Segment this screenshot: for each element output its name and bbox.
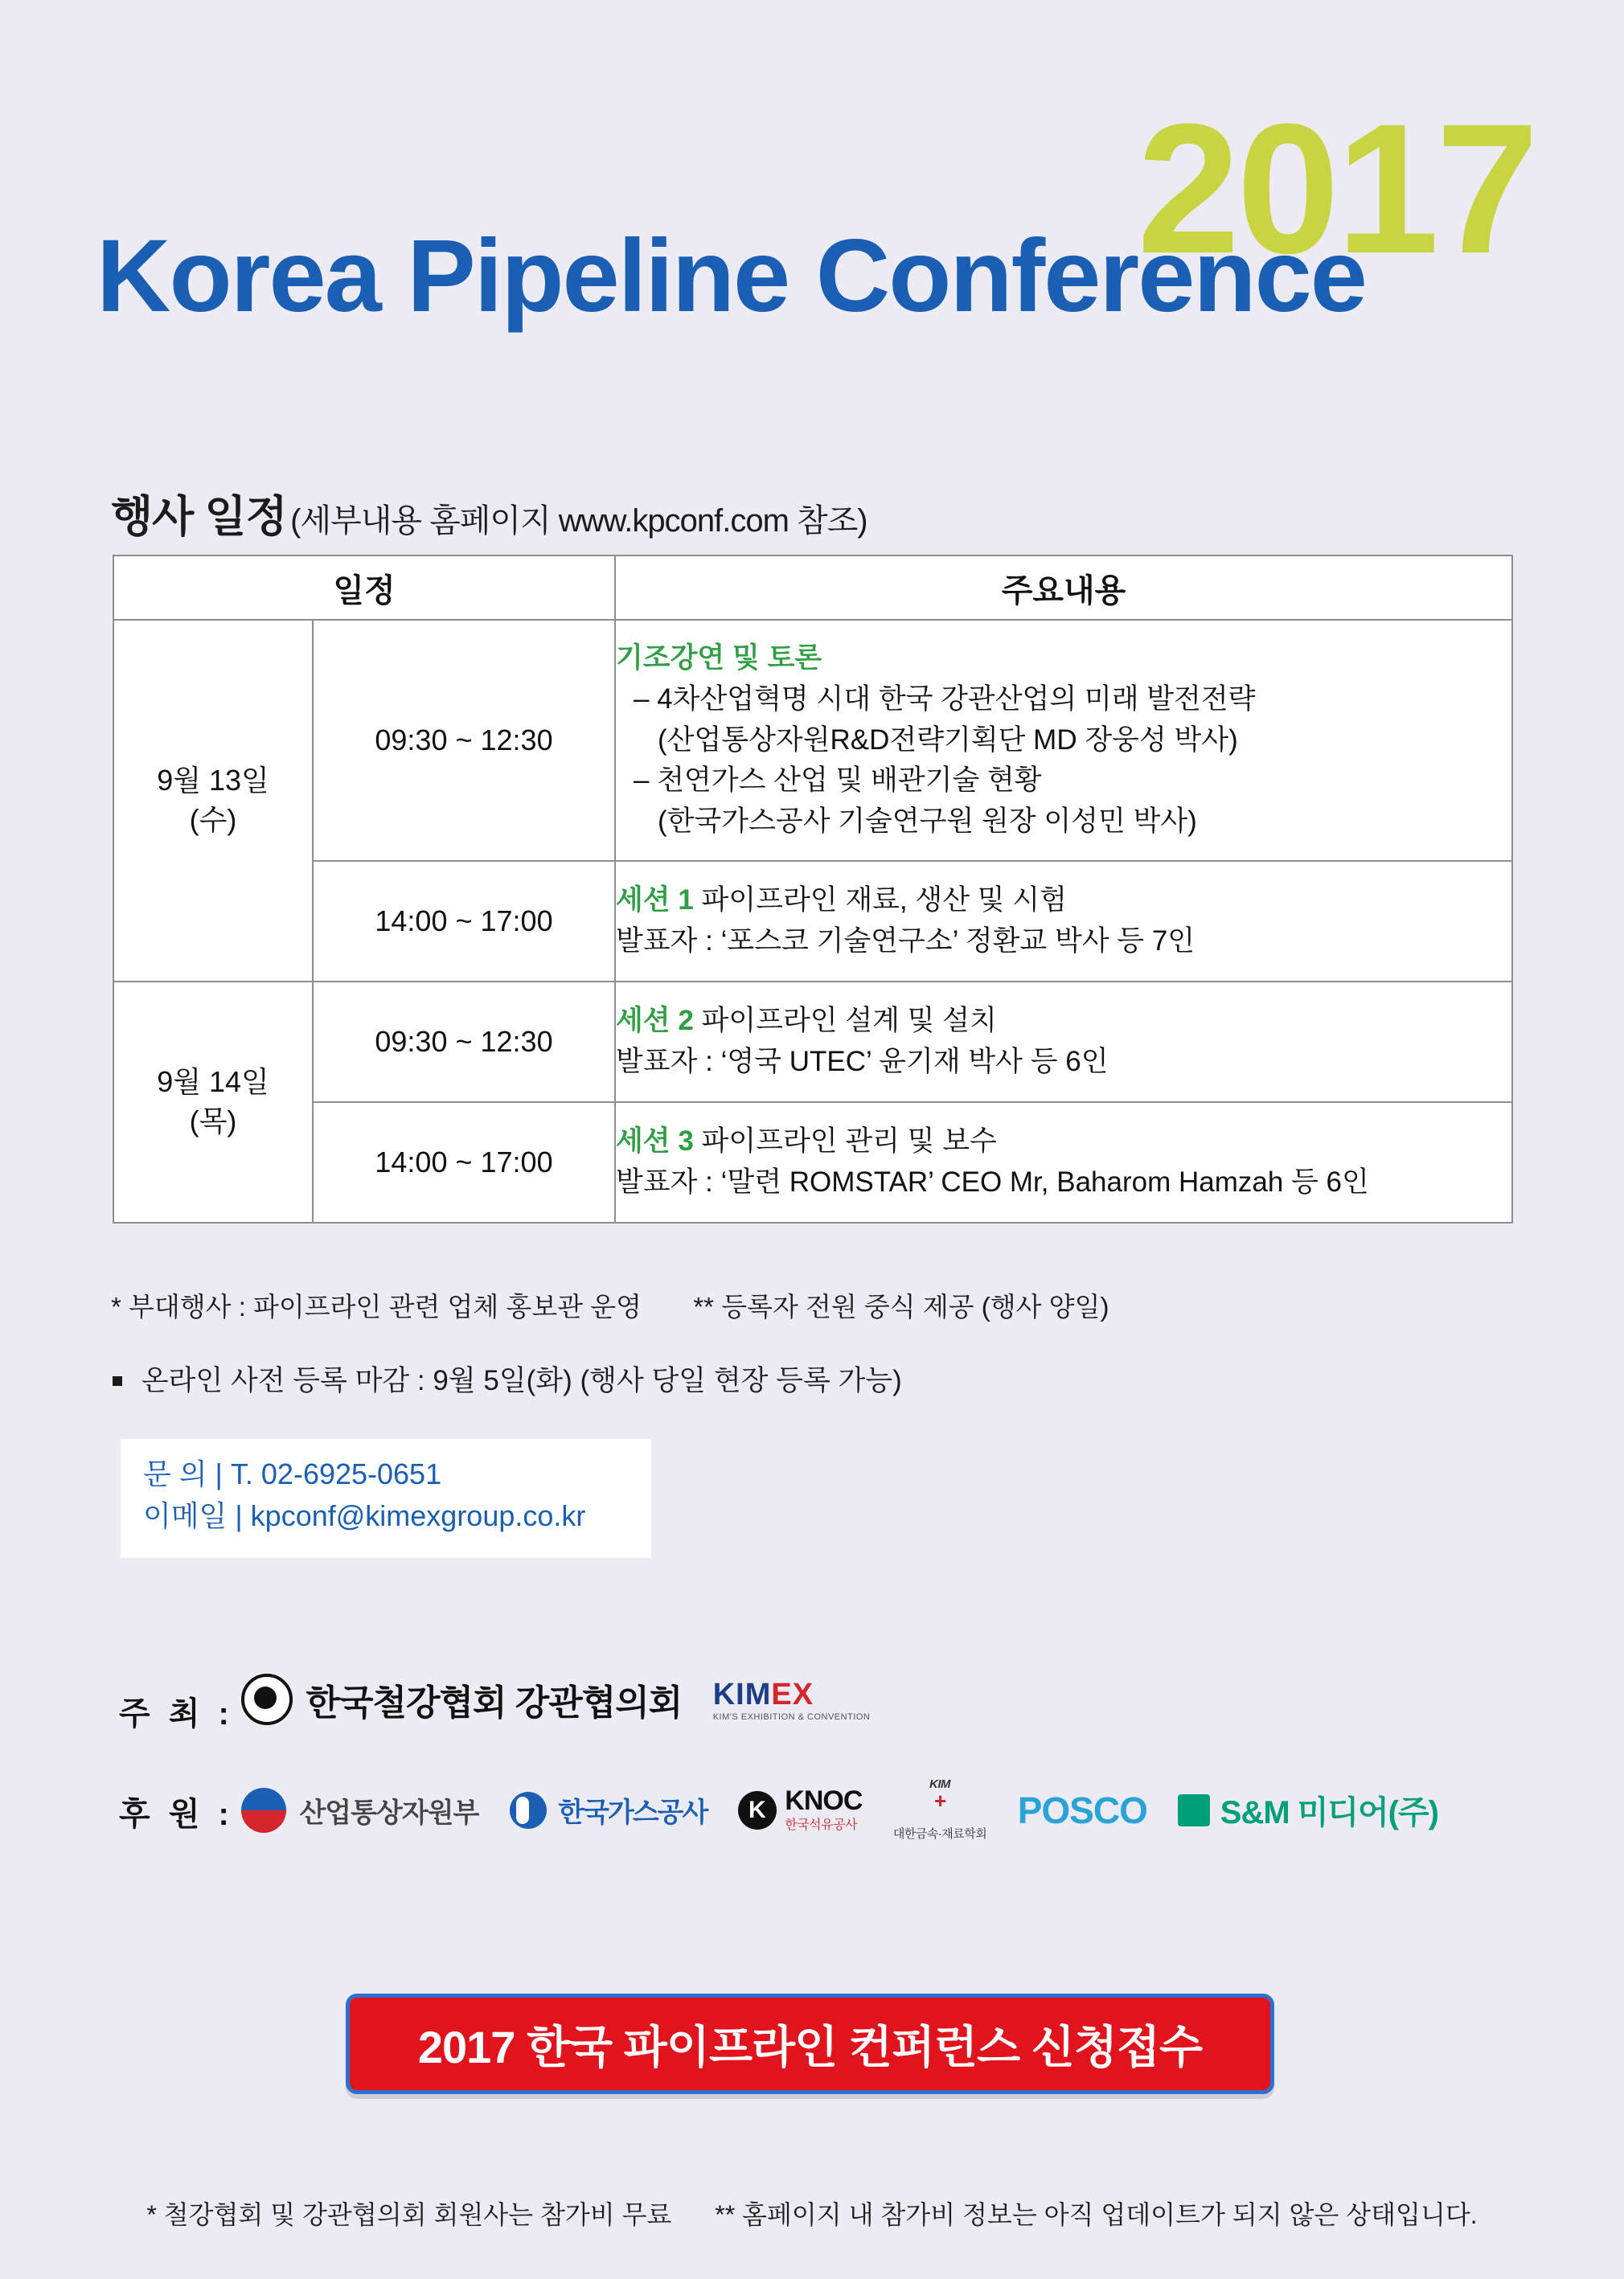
session-1-presenter: 발표자 : ‘포스코 기술연구소’ 정환교 박사 등 7인 [616, 925, 1195, 957]
footer-note-update: ** 홈페이지 내 참가비 정보는 아직 업데이트가 되지 않은 상태입니다. [715, 2200, 1478, 2229]
snm-icon [1178, 1794, 1210, 1826]
session-2-label: 세션 2 [616, 1005, 694, 1037]
contact-box [121, 1439, 651, 1558]
cell-content-4 [615, 1102, 1512, 1223]
logo-kimex [713, 1678, 871, 1722]
kogas-icon [510, 1792, 547, 1829]
apply-button[interactable]: 2017 한국 파이프라인 컨퍼런스 신청접수 [346, 1994, 1274, 2094]
session-2-line [616, 1001, 1511, 1042]
logo-kim-label: KIM + [929, 1777, 951, 1813]
logo-snm-label: S&M 미디어(주) [1220, 1795, 1438, 1831]
session-3-line [616, 1121, 1511, 1162]
keynote-line-3: – 천연가스 산업 및 배관기술 현황 [634, 764, 1042, 797]
session-1-label: 세션 1 [616, 884, 694, 916]
table-header-content: 주요내용 [615, 555, 1512, 620]
cell-time-4: 14:00 ~ 17:00 [313, 1102, 615, 1223]
logo-snm-media [1178, 1787, 1438, 1833]
date-line-2: (수) [189, 803, 237, 836]
table-row [113, 1102, 1512, 1223]
schedule-heading [111, 482, 867, 544]
cell-time-2: 14:00 ~ 17:00 [313, 861, 615, 982]
support-label: 후 원 : [119, 1797, 234, 1832]
cell-content-3 [615, 982, 1512, 1102]
table-footnotes [111, 1286, 1109, 1324]
keynote-line-4: (한국가스공사 기술연구원 원장 이성민 박사) [658, 805, 1197, 838]
logo-kogas-label: 한국가스공사 [558, 1797, 707, 1829]
session-2-presenter: 발표자 : ‘영국 UTEC’ 윤기재 박사 등 6인 [616, 1046, 1109, 1077]
poster-title-block [0, 85, 1624, 370]
schedule-table [113, 555, 1513, 1224]
cell-time-3: 09:30 ~ 12:30 [313, 982, 615, 1102]
cell-content-2 [615, 861, 1512, 982]
cell-date-day1 [113, 620, 313, 982]
page-title: Korea Pipeline Conference [96, 219, 1366, 334]
table-row [113, 861, 1512, 982]
logo-motie-label: 산업통상자원부 [299, 1797, 479, 1829]
table-header-row [113, 555, 1512, 620]
logo-knoc [738, 1787, 863, 1833]
logo-motie [241, 1788, 478, 1833]
schedule-heading-bold: 행사 일정 [111, 493, 287, 541]
logo-kogas [510, 1790, 707, 1830]
logo-kimex-sub: KIM'S EXHIBITION & CONVENTION [712, 1711, 871, 1722]
table-header-schedule: 일정 [113, 555, 615, 620]
table-row [113, 620, 1512, 861]
date-line-2: (목) [189, 1105, 237, 1137]
session-1-title: 파이프라인 재료, 생산 및 시험 [701, 884, 1067, 916]
logo-kim-sub: 대한금속·재료학회 [892, 1827, 987, 1842]
schedule-heading-note: (세부내용 홈페이지 www.kpconf.com 참조) [290, 503, 867, 539]
date-line-1: 9월 14일 [157, 1065, 269, 1099]
year-text: 2017 [1137, 85, 1536, 292]
seal-icon [241, 1674, 293, 1725]
knoc-icon: K [738, 1791, 777, 1830]
cell-date-day2 [113, 982, 313, 1223]
registration-deadline-text: 온라인 사전 등록 마감 : 9월 5일(화) (행사 당일 현장 등록 가능) [141, 1365, 902, 1396]
contact-email[interactable]: 이메일 | kpconf@kimexgroup.co.kr [143, 1499, 586, 1533]
session-3-title: 파이프라인 관리 및 보수 [701, 1125, 997, 1158]
logo-posco-label: POSCO [1017, 1789, 1147, 1831]
keynote-line-1: – 4차산업혁명 시대 한국 강관산업의 미래 발전전략 [634, 682, 1256, 715]
logo-ksa [241, 1674, 682, 1725]
logo-kim [893, 1778, 986, 1842]
footer-note-free: * 철강협회 및 강관협의회 회원사는 참가비 무료 [146, 2200, 672, 2229]
session-3-label: 세션 3 [616, 1125, 694, 1158]
logo-ksa-label: 한국철강협회 강관협의회 [306, 1683, 683, 1723]
square-bullet-icon [113, 1376, 122, 1386]
keynote-title: 기조강연 및 토론 [616, 642, 822, 674]
footnote-lunch: ** 등록자 전원 중식 제공 (행사 양일) [693, 1292, 1109, 1322]
keynote-line-2: (산업통상자원R&D전략기획단 MD 장웅성 박사) [658, 723, 1238, 756]
footer-notes [0, 2195, 1624, 2232]
logo-knoc-sub: 한국석유공사 [785, 1818, 858, 1833]
registration-deadline [113, 1359, 902, 1399]
contact-phone: 문 의 | T. 02-6925-0651 [143, 1457, 442, 1490]
date-line-1: 9월 13일 [157, 764, 269, 797]
session-3-presenter: 발표자 : ‘말련 ROMSTAR’ CEO Mr, Baharom Hamzah 등 6인 [616, 1166, 1369, 1198]
logo-kimex-label: KIMEX KIM'S EXHIBITION & CONVENTION [712, 1677, 871, 1722]
host-label: 주 최 : [119, 1696, 234, 1732]
cell-content-1 [615, 620, 1512, 861]
logo-knoc-label: KNOC [785, 1785, 863, 1817]
support-logos [241, 1778, 1466, 1842]
logo-posco [1018, 1789, 1147, 1832]
taegeuk-icon [241, 1788, 286, 1833]
host-logos [241, 1674, 897, 1725]
session-2-title: 파이프라인 설계 및 설치 [701, 1005, 997, 1037]
table-row [113, 982, 1512, 1102]
footnote-side-events: * 부대행사 : 파이프라인 관련 업체 홍보관 운영 [111, 1292, 642, 1322]
session-1-line [616, 880, 1511, 921]
cell-time-1: 09:30 ~ 12:30 [313, 620, 615, 861]
